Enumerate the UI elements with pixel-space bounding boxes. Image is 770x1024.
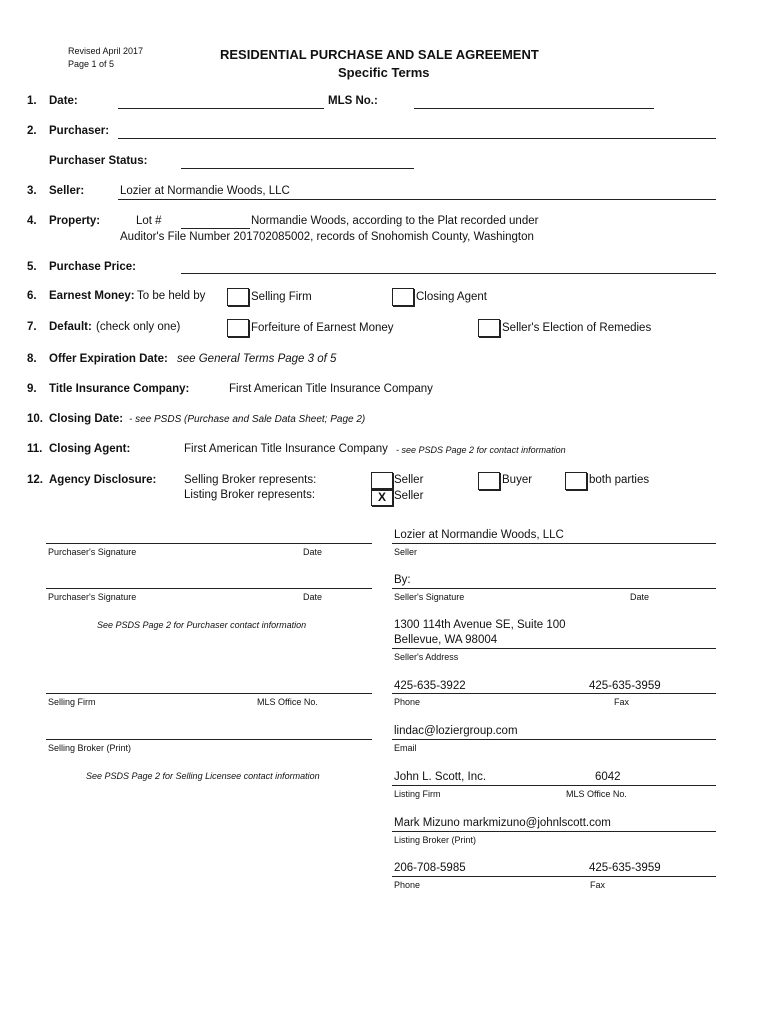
item-number: 4. [27, 215, 37, 227]
broker-phone-label: Phone [394, 880, 421, 890]
seller-email-line [392, 739, 716, 740]
item-number: 6. [27, 290, 37, 302]
mls-field[interactable] [414, 108, 654, 109]
purchaser-contact-note: See PSDS Page 2 for Purchaser contact information [97, 620, 307, 630]
listing-firm-label: Listing Firm [394, 789, 441, 799]
listing-mls-number: 6042 [595, 771, 621, 783]
purchaser-signature-line-2[interactable] [46, 588, 372, 589]
date-label: Date: [49, 95, 78, 107]
mls-label: MLS No.: [328, 95, 378, 107]
date-field[interactable] [118, 108, 324, 109]
item-number: 9. [27, 383, 37, 395]
seller-address-label: Seller's Address [394, 652, 459, 662]
seller-signature-label: Seller's Signature [394, 592, 465, 602]
seller-address-line [392, 648, 716, 649]
listing-firm-line [392, 785, 716, 786]
fax-label: Fax [614, 697, 630, 707]
offer-value: see General Terms Page 3 of 5 [177, 353, 337, 365]
purchaser-label: Purchaser: [49, 125, 110, 137]
item-number: 5. [27, 261, 37, 273]
seller-label: Seller [394, 547, 418, 557]
selling-firm-option: Selling Firm [251, 291, 312, 303]
selling-broker-line[interactable] [46, 739, 372, 740]
seller-fax: 425-635-3959 [589, 680, 661, 692]
seller-value: Lozier at Normandie Woods, LLC [120, 185, 290, 197]
offer-label: Offer Expiration Date: [49, 353, 168, 365]
closing-agent-option: Closing Agent [416, 291, 487, 303]
item-number: 8. [27, 353, 37, 365]
document-title: RESIDENTIAL PURCHASE AND SALE AGREEMENT [220, 47, 539, 62]
selling-firm-checkbox[interactable] [227, 288, 249, 306]
property-line2: Auditor's File Number 201702085002, records of Snohomish County, Washington [120, 231, 534, 243]
purchaser-field[interactable] [118, 138, 716, 139]
broker-phone-line [392, 876, 716, 877]
title-insurance-value: First American Title Insurance Company [229, 383, 433, 395]
purchaser-signature-label-2: Purchaser's Signature [48, 592, 137, 602]
closing-agent-value: First American Title Insurance Company [184, 443, 388, 455]
listing-broker: Mark Mizuno markmizuno@johnlscott.com [394, 817, 611, 829]
selling-seller-option: Seller [394, 474, 424, 486]
revision-note: Revised April 2017 [68, 46, 144, 56]
purchaser-signature-label: Purchaser's Signature [48, 547, 137, 557]
item-number: 3. [27, 185, 37, 197]
closing-agent-note: - see PSDS Page 2 for contact information [396, 445, 566, 455]
purchaser-signature-line[interactable] [46, 543, 372, 544]
seller-name: Lozier at Normandie Woods, LLC [394, 529, 564, 541]
price-label: Purchase Price: [49, 261, 136, 273]
listing-broker-line [392, 831, 716, 832]
selling-broker-represents: Selling Broker represents: [184, 474, 317, 486]
broker-fax: 425-635-3959 [589, 862, 661, 874]
listing-broker-represents: Listing Broker represents: [184, 489, 316, 501]
purchaser-status-field[interactable] [181, 168, 414, 169]
page-number: Page 1 of 5 [68, 59, 115, 69]
property-label: Property: [49, 215, 101, 227]
forfeiture-option: Forfeiture of Earnest Money [251, 322, 394, 334]
seller-phone-line [392, 693, 716, 694]
seller-phone: 425-635-3922 [394, 680, 466, 692]
broker-phone: 206-708-5985 [394, 862, 466, 874]
default-note: (check only one) [96, 321, 181, 333]
listing-mls-label: MLS Office No. [566, 789, 627, 799]
closing-agent-checkbox[interactable] [392, 288, 414, 306]
closing-date-value: - see PSDS (Purchase and Sale Data Sheet; Page 2) [129, 414, 366, 425]
selling-firm-line[interactable] [46, 693, 372, 694]
seller-label: Seller: [49, 185, 85, 197]
default-label: Default: [49, 321, 92, 333]
closing-agent-label: Closing Agent: [49, 443, 131, 455]
selling-firm-label: Selling Firm [48, 697, 96, 707]
item-number: 2. [27, 125, 37, 137]
remedies-checkbox[interactable] [478, 319, 500, 337]
earnest-held-text: To be held by [137, 290, 206, 302]
closing-date-label: Closing Date: [49, 413, 124, 425]
broker-fax-label: Fax [590, 880, 606, 890]
seller-signature-line[interactable] [392, 588, 716, 589]
listing-firm: John L. Scott, Inc. [394, 771, 487, 783]
item-number: 1. [27, 95, 37, 107]
listing-seller-option: Seller [394, 490, 424, 502]
selling-both-option: both parties [589, 474, 650, 486]
purchaser-date-label-2: Date [303, 592, 323, 602]
seller-date-label: Date [630, 592, 650, 602]
remedies-option: Seller's Election of Remedies [502, 322, 652, 334]
phone-label: Phone [394, 697, 421, 707]
selling-broker-label: Selling Broker (Print) [48, 743, 132, 753]
forfeiture-checkbox[interactable] [227, 319, 249, 337]
item-number: 12. [27, 474, 43, 486]
seller-email: lindac@loziergroup.com [394, 725, 518, 737]
price-field[interactable] [181, 273, 716, 274]
listing-broker-label: Listing Broker (Print) [394, 835, 477, 845]
seller-address-line1: 1300 114th Avenue SE, Suite 100 [394, 619, 566, 631]
selling-buyer-option: Buyer [502, 474, 533, 486]
email-label: Email [394, 743, 417, 753]
lot-label: Lot # [136, 215, 162, 227]
lot-field[interactable] [181, 228, 250, 229]
earnest-label: Earnest Money: [49, 290, 135, 302]
agency-label: Agency Disclosure: [49, 474, 157, 486]
by-label: By: [394, 574, 411, 586]
purchaser-date-label: Date [303, 547, 323, 557]
selling-both-checkbox[interactable] [565, 472, 587, 490]
document-subtitle: Specific Terms [338, 65, 430, 80]
listing-seller-checkbox[interactable]: X [371, 488, 393, 506]
item-number: 10. [27, 413, 43, 425]
title-insurance-label: Title Insurance Company: [49, 383, 190, 395]
seller-field[interactable] [118, 199, 716, 200]
seller-address-line2: Bellevue, WA 98004 [394, 634, 498, 646]
mls-office-label: MLS Office No. [257, 697, 318, 707]
selling-buyer-checkbox[interactable] [478, 472, 500, 490]
selling-licensee-note: See PSDS Page 2 for Selling Licensee contact information [86, 771, 320, 781]
purchaser-status-label: Purchaser Status: [49, 155, 148, 167]
property-line1: Normandie Woods, according to the Plat recorded under [251, 215, 539, 227]
item-number: 7. [27, 321, 37, 333]
seller-name-line [392, 543, 716, 544]
item-number: 11. [27, 443, 43, 455]
